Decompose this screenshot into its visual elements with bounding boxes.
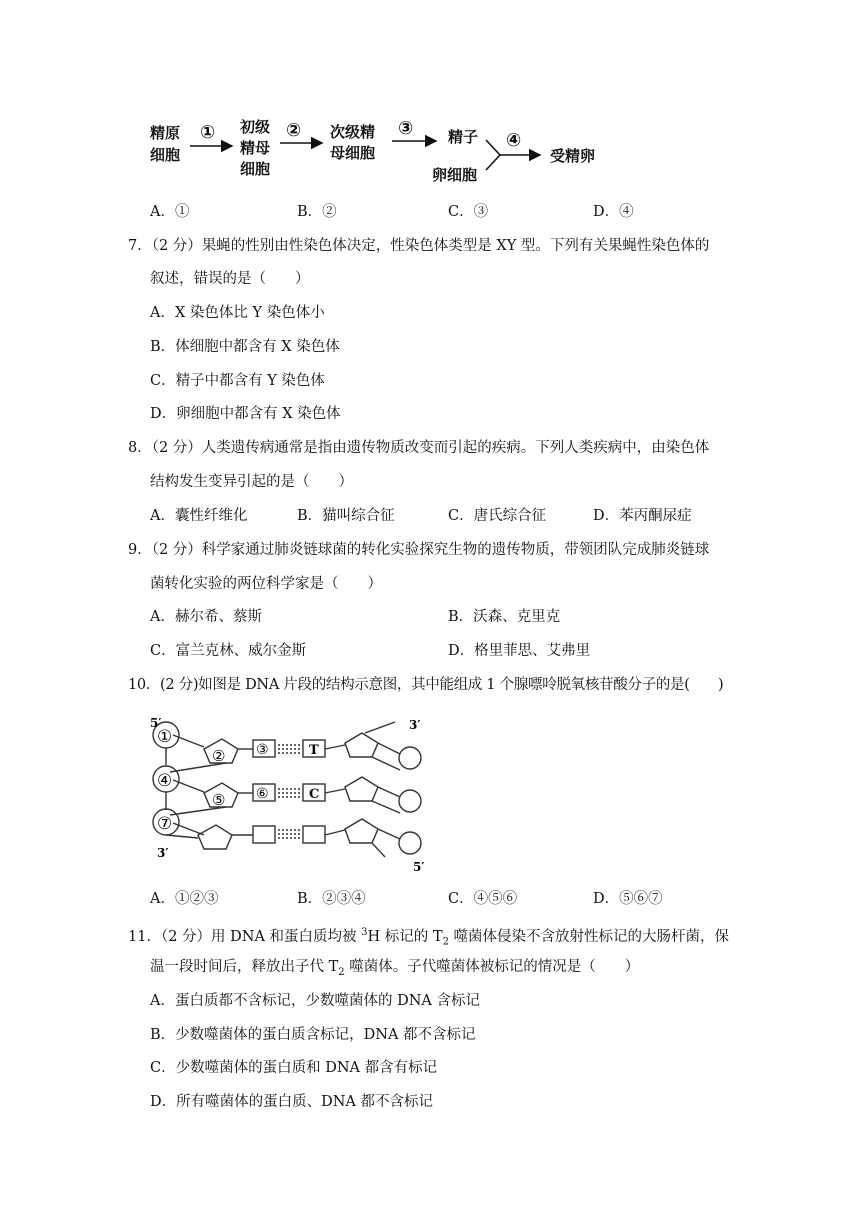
flow-step-2: ② — [286, 120, 302, 141]
q8-stem-line-2: 结构发生变异引起的是（ ） — [150, 474, 353, 490]
flow-label-secondary-2: 母细胞 — [330, 144, 376, 162]
dna-end-3-top: 3′ — [409, 718, 421, 732]
q10-option-c: C．④⑤⑥ — [448, 891, 518, 907]
dna-label-4: ④ — [157, 771, 173, 791]
q7-option-d: D．卵细胞中都含有 X 染色体 — [150, 406, 341, 422]
q9-option-c: C．富兰克林、威尔金斯 — [150, 643, 307, 659]
q7-option-c: C．精子中都含有 Y 染色体 — [150, 373, 325, 389]
dna-label-1: ① — [157, 727, 173, 747]
q8-stem-line-1: 8．（2 分）人类遗传病通常是指由遗传物质改变而引起的疾病。下列人类疾病中，由染色体 — [128, 440, 710, 456]
q8-option-b: B．猫叫综合征 — [297, 508, 395, 524]
dna-label-7: ⑦ — [157, 814, 173, 834]
q7-stem-line-2: 叙述，错误的是（ ） — [150, 271, 310, 287]
dna-base-c: C — [309, 787, 320, 802]
q9-stem-line-2: 菌转化实验的两位科学家是（ ） — [150, 576, 382, 592]
q11-option-d: D．所有噬菌体的蛋白质、DNA 都不含标记 — [150, 1094, 434, 1110]
flow-label-sperm: 精子 — [448, 128, 479, 146]
flow-label-spermatogonium-1: 精原 — [150, 124, 181, 142]
q8-option-c: C．唐氏综合征 — [448, 508, 547, 524]
dna-end-3-bottom: 3′ — [157, 846, 169, 860]
dna-end-5-bottom: 5′ — [413, 860, 425, 874]
q6-option-b: B．② — [297, 204, 337, 220]
q11-option-b: B．少数噬菌体的蛋白质含标记，DNA 都不含标记 — [150, 1027, 476, 1043]
q6-option-d: D．④ — [593, 204, 634, 220]
flow-step-3: ③ — [398, 118, 414, 139]
q9-stem-line-1: 9．（2 分）科学家通过肺炎链球菌的转化实验探究生物的遗传物质，带领团队完成肺炎链球 — [128, 542, 710, 558]
flow-step-1: ① — [200, 122, 216, 143]
q7-stem-line-1: 7．（2 分）果蝇的性别由性染色体决定，性染色体类型是 XY 型。下列有关果蝇性染色体的 — [128, 238, 710, 254]
gametogenesis-flow-diagram — [0, 0, 860, 200]
flow-label-egg: 卵细胞 — [432, 166, 478, 184]
q10-option-d: D．⑤⑥⑦ — [593, 891, 663, 907]
dna-base-t: T — [309, 743, 319, 758]
q9-option-d: D．格里菲思、艾弗里 — [448, 643, 591, 659]
q10-option-b: B．②③④ — [297, 891, 366, 907]
q11-option-c: C．少数噬菌体的蛋白质和 DNA 都含有标记 — [150, 1060, 438, 1076]
dna-label-6: ⑥ — [256, 786, 269, 802]
q11-stem-line-1: 11．（2 分）用 DNA 和蛋白质均被 $^3$H 标记的 $T_2$ 噬菌体侵染不含放射性标记的大肠杆菌，保 — [128, 927, 730, 948]
dna-label-2: ② — [212, 747, 226, 765]
q11-option-a: A．蛋白质都不含标记，少数噬菌体的 DNA 含标记 — [150, 993, 480, 1009]
q7-option-b: B．体细胞中都含有 X 染色体 — [150, 339, 340, 355]
q8-option-a: A．囊性纤维化 — [150, 508, 248, 524]
q6-option-a: A．① — [150, 204, 190, 220]
dna-structure-diagram — [0, 705, 860, 875]
dna-end-5-top: 5′ — [150, 716, 162, 730]
dna-label-3: ③ — [256, 742, 269, 758]
q10-stem-line-1: 10．(2 分)如图是 DNA 片段的结构示意图，其中能组成 1 个腺嘌呤脱氧核苷酸分子的是( ) — [128, 677, 724, 693]
flow-label-primary-3: 细胞 — [240, 160, 271, 178]
flow-label-secondary-1: 次级精 — [330, 123, 376, 141]
flow-label-zygote: 受精卵 — [550, 147, 596, 165]
q9-option-b: B．沃森、克里克 — [448, 609, 561, 625]
flow-label-spermatogonium-2: 细胞 — [150, 146, 181, 164]
flow-label-primary-1: 初级 — [240, 118, 271, 136]
q9-option-a: A．赫尔希、蔡斯 — [150, 609, 262, 625]
flow-step-4: ④ — [506, 130, 522, 151]
flow-label-primary-2: 精母 — [240, 139, 271, 157]
q6-option-c: C．③ — [448, 204, 489, 220]
dna-label-5: ⑤ — [212, 791, 226, 809]
q11-stem-line-2: 温一段时间后，释放出子代 $T_2$ 噬菌体。子代噬菌体被标记的情况是（ ） — [150, 959, 640, 978]
q7-option-a: A．X 染色体比 Y 染色体小 — [150, 305, 325, 321]
q10-option-a: A．①②③ — [150, 891, 219, 907]
q8-option-d: D．苯丙酮尿症 — [593, 508, 692, 524]
